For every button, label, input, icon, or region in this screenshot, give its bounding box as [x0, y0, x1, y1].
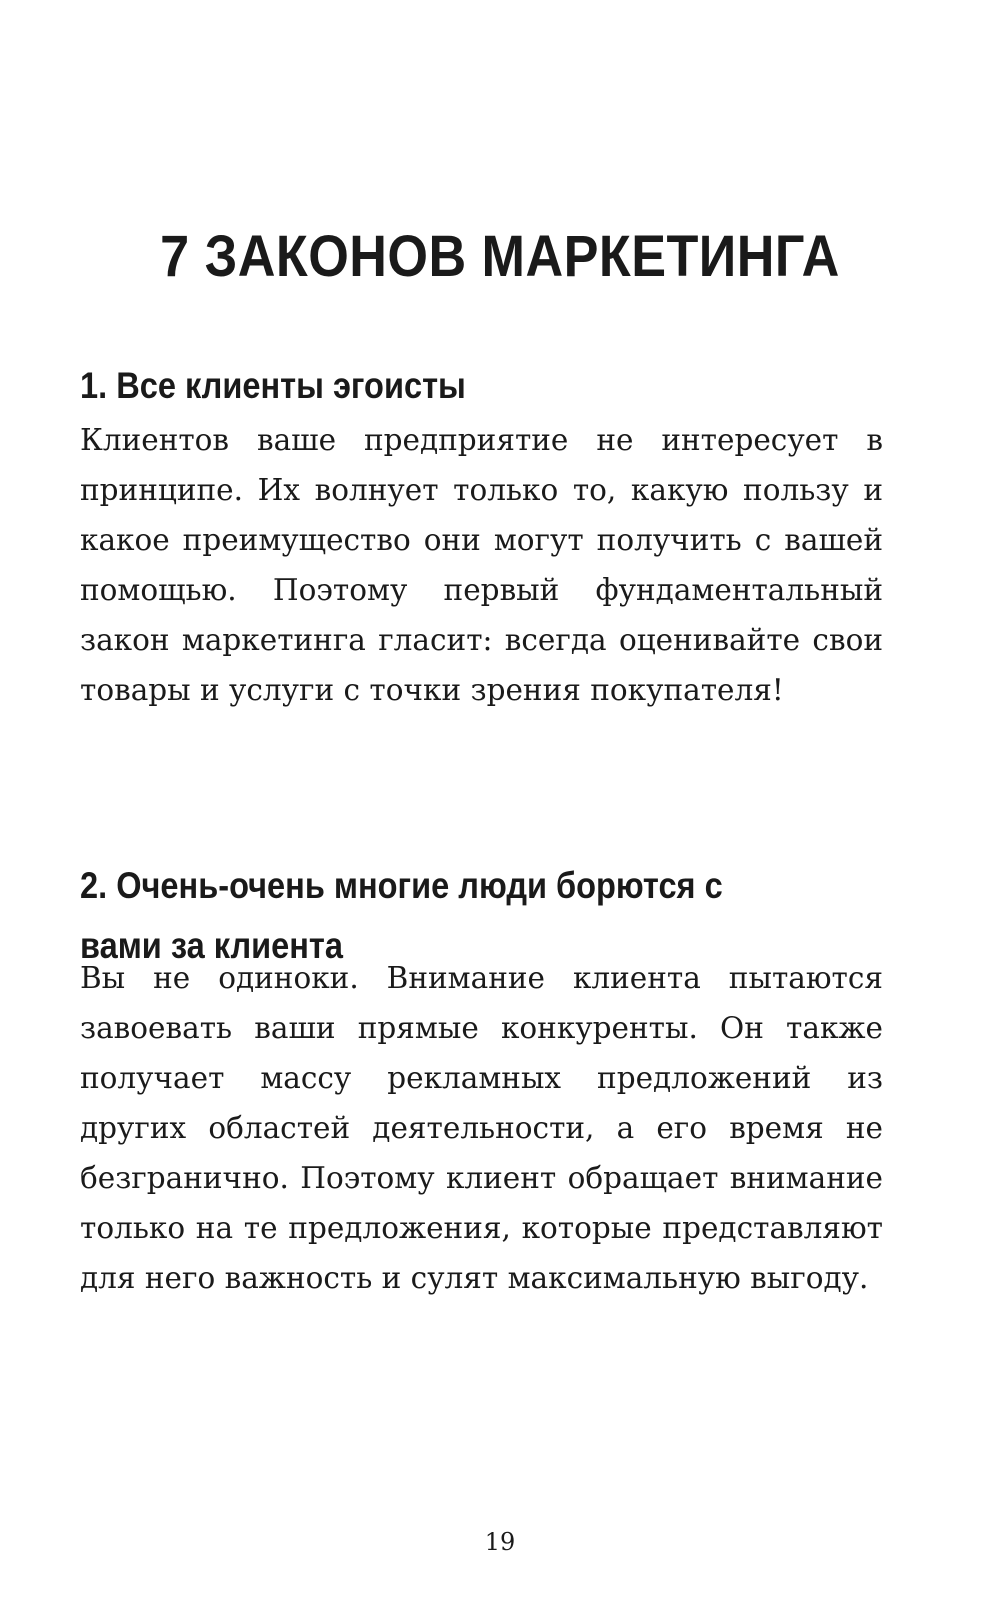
section-heading-1: 1. Все клиенты эгоисты: [80, 365, 466, 406]
section-paragraph-2: Вы не одиноки. Внимание клиента пытаются завоевать ваши прямые конкуренты. Он также получает массу рекламных предложений из других областей деятельности, а его время не безгранично. Поэтому клиент обращает внимание только на те предложения, которые представляют для него важность и сулят максимальную выгоду.: [80, 961, 883, 1295]
page-number: 19: [484, 1528, 516, 1556]
section-paragraph-1: Клиентов ваше предприятие не интересует в принципе. Их волнует только то, какую пользу и какое преимущество они могут получить с вашей помощью. Поэтому первый фундаментальный закон маркетинга гласит: всегда оценивайте свои товары и услуги с точки зрения покупателя!: [80, 423, 883, 707]
section-heading-2: 2. Очень-очень многие люди борются с вами за клиента: [80, 865, 723, 966]
page-title: 7 ЗАКОНОВ МАРКЕТИНГА: [160, 224, 840, 289]
